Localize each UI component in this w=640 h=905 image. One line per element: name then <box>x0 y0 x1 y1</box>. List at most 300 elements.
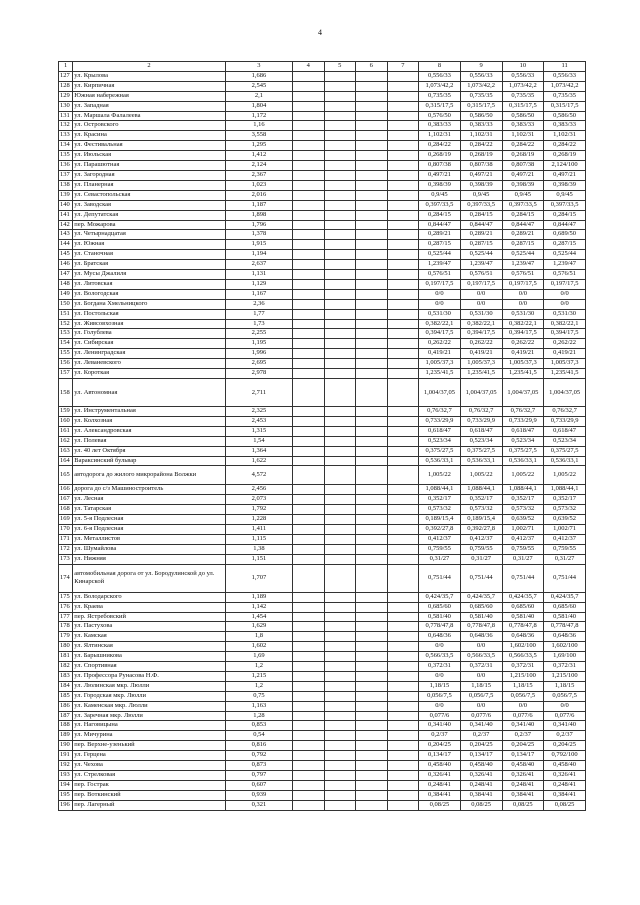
table-row <box>59 81 586 91</box>
table-cell <box>356 681 388 691</box>
table-cell: 0,778/47,8 <box>544 622 586 632</box>
table-cell: 0,352/17 <box>460 495 502 505</box>
table-cell: пер. Гострак <box>73 780 226 790</box>
table-cell <box>387 299 419 309</box>
table-row <box>59 101 586 111</box>
table-cell: 1,412 <box>225 151 292 161</box>
table-cell: 0,197/17,5 <box>419 279 461 289</box>
table-cell: ул. Севастопольская <box>73 190 226 200</box>
table-cell: 0,573/32 <box>502 505 544 515</box>
table-cell: 2,637 <box>225 260 292 270</box>
table-cell <box>387 652 419 662</box>
table-cell: 2,367 <box>225 170 292 180</box>
table-cell: 0,9/45 <box>460 190 502 200</box>
table-row <box>59 379 586 407</box>
table-cell: 0,2/37 <box>502 731 544 741</box>
table-cell <box>292 711 324 721</box>
table-cell: 0,525/44 <box>502 250 544 260</box>
table-cell: 1,163 <box>225 701 292 711</box>
table-cell: 0,287/15 <box>544 240 586 250</box>
table-cell: 0,056/7,5 <box>502 691 544 701</box>
table-cell: 0,383/33 <box>502 121 544 131</box>
table-cell: ул. Маршала Фалалеева <box>73 111 226 121</box>
table-cell: пер. Верхне-узенький <box>73 741 226 751</box>
table-cell: 1,235/41,5 <box>419 369 461 379</box>
table-cell <box>356 200 388 210</box>
table-cell: 0,523/34 <box>502 436 544 446</box>
table-cell <box>292 701 324 711</box>
table-cell: 0,607 <box>225 780 292 790</box>
table-cell: 142 <box>59 220 73 230</box>
table-row <box>59 279 586 289</box>
table-cell: ул. Богдана Хмельницкого <box>73 299 226 309</box>
table-cell: 0,412/37 <box>502 534 544 544</box>
table-cell <box>292 544 324 554</box>
table-cell <box>324 701 356 711</box>
table-cell: ул. Инструментальная <box>73 407 226 417</box>
table-cell <box>387 270 419 280</box>
table-row <box>59 485 586 495</box>
table-cell: 196 <box>59 800 73 810</box>
table-row <box>59 671 586 681</box>
table-cell <box>292 642 324 652</box>
table-cell <box>356 505 388 515</box>
table-row <box>59 731 586 741</box>
table-row <box>59 210 586 220</box>
table-cell: 1,129 <box>225 279 292 289</box>
table-cell <box>387 671 419 681</box>
table-cell: 0,394/17,5 <box>419 329 461 339</box>
table-row <box>59 761 586 771</box>
table-cell: 178 <box>59 622 73 632</box>
table-cell <box>292 200 324 210</box>
column-header: 6 <box>356 62 388 72</box>
table-cell: 0,458/40 <box>544 761 586 771</box>
table-cell: 147 <box>59 270 73 280</box>
table-cell: ул. Мусы Джалиля <box>73 270 226 280</box>
table-cell <box>324 711 356 721</box>
table-cell <box>356 329 388 339</box>
table-cell <box>292 220 324 230</box>
table-cell <box>356 170 388 180</box>
table-cell <box>324 349 356 359</box>
table-cell: автодорога до жилого микрорайона Волжки <box>73 466 226 485</box>
table-cell: 0,412/37 <box>460 534 502 544</box>
table-cell: 0,375/27,5 <box>544 446 586 456</box>
table-cell <box>387 339 419 349</box>
table-cell: 0,077/6 <box>460 711 502 721</box>
table-cell: 0,394/17,5 <box>460 329 502 339</box>
table-cell <box>356 436 388 446</box>
table-cell <box>292 299 324 309</box>
table-cell <box>324 671 356 681</box>
table-cell: 2,325 <box>225 407 292 417</box>
table-cell: 1,239/47 <box>460 260 502 270</box>
table-cell: 1,004/37,05 <box>544 379 586 407</box>
table-cell: ул. Спортивная <box>73 662 226 672</box>
table-cell: 1,002/71 <box>544 525 586 535</box>
table-cell: 1,073/42,2 <box>419 81 461 91</box>
table-cell: 0,326/41 <box>544 771 586 781</box>
table-cell: 1,215/100 <box>502 671 544 681</box>
table-cell <box>324 731 356 741</box>
table-cell: 4,572 <box>225 466 292 485</box>
table-cell: 179 <box>59 632 73 642</box>
table-cell <box>387 554 419 564</box>
table-cell: 0,816 <box>225 741 292 751</box>
table-cell: 0,618/47 <box>502 426 544 436</box>
table-cell: 2,36 <box>225 299 292 309</box>
table-cell: 0,792 <box>225 751 292 761</box>
table-cell: 0,382/22,1 <box>544 319 586 329</box>
table-cell: 0,424/35,7 <box>460 592 502 602</box>
table-cell: ул. Татарская <box>73 505 226 515</box>
table-cell: ул. 5-я Подлесная <box>73 515 226 525</box>
table-cell <box>356 141 388 151</box>
table-row <box>59 436 586 446</box>
table-cell: 1,215 <box>225 671 292 681</box>
column-header: 4 <box>292 62 324 72</box>
table-cell <box>292 121 324 131</box>
table-cell: автомобильная дорога от ул. Бородулинской до ул. Кинарской <box>73 564 226 592</box>
table-cell: 134 <box>59 141 73 151</box>
table-row <box>59 652 586 662</box>
table-row <box>59 495 586 505</box>
table-cell: 0,392/27,8 <box>460 525 502 535</box>
table-cell: 0,556/33 <box>419 71 461 81</box>
table-cell <box>387 81 419 91</box>
table-cell <box>356 790 388 800</box>
column-header: 2 <box>73 62 226 72</box>
table-row <box>59 289 586 299</box>
table-cell: 1,707 <box>225 564 292 592</box>
table-cell <box>356 731 388 741</box>
table-cell: 1,004/37,05 <box>502 379 544 407</box>
table-cell: 183 <box>59 671 73 681</box>
table-cell: 2,1 <box>225 91 292 101</box>
table-cell: 0,576/51 <box>460 270 502 280</box>
table-cell <box>356 771 388 781</box>
table-cell: 0,497/21 <box>460 170 502 180</box>
table-cell <box>387 151 419 161</box>
table-cell: 1,2 <box>225 681 292 691</box>
table-cell <box>356 339 388 349</box>
table-cell: 186 <box>59 701 73 711</box>
table-cell <box>387 800 419 810</box>
table-cell: 0/0 <box>419 701 461 711</box>
table-cell <box>356 240 388 250</box>
table-cell <box>356 407 388 417</box>
table-cell: пер. Можарова <box>73 220 226 230</box>
table-cell: 0,077/6 <box>502 711 544 721</box>
table-cell <box>324 662 356 672</box>
table-cell: 0,844/47 <box>460 220 502 230</box>
table-cell <box>387 701 419 711</box>
table-cell <box>387 525 419 535</box>
table-cell <box>324 71 356 81</box>
table-cell: ул. Планерная <box>73 180 226 190</box>
table-body <box>59 71 586 810</box>
table-cell <box>387 200 419 210</box>
table-cell: пер. Ястребовский <box>73 612 226 622</box>
table-cell <box>387 495 419 505</box>
table-cell: 151 <box>59 309 73 319</box>
table-cell: 0,284/22 <box>419 141 461 151</box>
table-cell <box>324 309 356 319</box>
table-cell: 0,284/15 <box>419 210 461 220</box>
table-cell: 0,134/17 <box>502 751 544 761</box>
table-cell: 0/0 <box>502 299 544 309</box>
table-cell: 0,689/50 <box>544 230 586 240</box>
table-cell: 1,239/47 <box>544 260 586 270</box>
table-cell: 0,289/21 <box>419 230 461 240</box>
table-cell <box>292 170 324 180</box>
column-header: 7 <box>387 62 419 72</box>
table-cell <box>356 180 388 190</box>
table-cell: 168 <box>59 505 73 515</box>
table-cell: 139 <box>59 190 73 200</box>
table-cell: ул. Профессора Рунасова Н.Ф. <box>73 671 226 681</box>
table-cell: 0/0 <box>419 671 461 681</box>
column-header: 11 <box>544 62 586 72</box>
table-cell <box>356 220 388 230</box>
table-cell <box>356 111 388 121</box>
table-cell: 0,76/32,7 <box>502 407 544 417</box>
table-cell <box>387 602 419 612</box>
table-cell: 0,134/17 <box>460 751 502 761</box>
table-cell: 0,523/34 <box>460 436 502 446</box>
table-cell: 0,268/19 <box>419 151 461 161</box>
table-cell: 0/0 <box>460 289 502 299</box>
table-cell <box>356 701 388 711</box>
table-cell <box>324 652 356 662</box>
table-cell <box>387 71 419 81</box>
table-cell: пер. Лагерный <box>73 800 226 810</box>
table-cell <box>292 622 324 632</box>
table-cell <box>324 642 356 652</box>
table-cell: 1,792 <box>225 505 292 515</box>
table-cell: ул. Островского <box>73 121 226 131</box>
table-cell: 0,383/33 <box>419 121 461 131</box>
table-cell: 180 <box>59 642 73 652</box>
table-cell: ул. Александровская <box>73 426 226 436</box>
table-cell <box>356 299 388 309</box>
table-cell <box>292 780 324 790</box>
table-cell: 133 <box>59 131 73 141</box>
table-cell: ул. Заводская <box>73 200 226 210</box>
table-row <box>59 544 586 554</box>
table-cell <box>387 446 419 456</box>
table-cell: 0,759/55 <box>419 544 461 554</box>
table-row <box>59 349 586 359</box>
table-row <box>59 800 586 810</box>
table-cell: 0/0 <box>544 289 586 299</box>
table-cell: 0,735/35 <box>502 91 544 101</box>
table-row <box>59 91 586 101</box>
table-cell: 128 <box>59 81 73 91</box>
table-row <box>59 151 586 161</box>
table-cell: 0,523/34 <box>544 436 586 446</box>
table-cell: 1,602/100 <box>544 642 586 652</box>
column-header: 8 <box>419 62 461 72</box>
table-cell: 0,618/47 <box>460 426 502 436</box>
table-cell: 0,262/22 <box>502 339 544 349</box>
table-row <box>59 426 586 436</box>
table-cell <box>387 721 419 731</box>
table-cell <box>292 260 324 270</box>
table-cell <box>356 691 388 701</box>
table-cell: ул. Красина <box>73 131 226 141</box>
table-cell: 0,375/27,5 <box>460 446 502 456</box>
table-cell: 1,796 <box>225 220 292 230</box>
table-cell: 0,204/25 <box>544 741 586 751</box>
table-cell: 154 <box>59 339 73 349</box>
table-cell: 0,581/40 <box>544 612 586 622</box>
table-cell: 172 <box>59 544 73 554</box>
table-cell <box>356 131 388 141</box>
table-row <box>59 250 586 260</box>
table-cell <box>356 622 388 632</box>
table-cell <box>387 731 419 741</box>
column-header: 10 <box>502 62 544 72</box>
table-cell: 0,08/25 <box>502 800 544 810</box>
table-cell <box>324 741 356 751</box>
table-cell <box>292 564 324 592</box>
table-cell: 0,352/17 <box>544 495 586 505</box>
table-header-row <box>59 62 586 72</box>
table-cell: 0,189/15,4 <box>460 515 502 525</box>
table-cell <box>324 436 356 446</box>
table-cell: 0/0 <box>502 289 544 299</box>
table-cell: 148 <box>59 279 73 289</box>
table-cell: 146 <box>59 260 73 270</box>
table-cell: 0,398/39 <box>544 180 586 190</box>
table-cell: 131 <box>59 111 73 121</box>
table-cell: 1,088/44,1 <box>502 485 544 495</box>
table-cell: 164 <box>59 456 73 466</box>
table-cell <box>356 711 388 721</box>
table-cell: 156 <box>59 359 73 369</box>
table-cell <box>356 101 388 111</box>
table-cell: 0,648/36 <box>502 632 544 642</box>
table-cell <box>324 121 356 131</box>
table-cell <box>324 339 356 349</box>
table-cell: 1,142 <box>225 602 292 612</box>
table-cell: 0,197/17,5 <box>502 279 544 289</box>
table-cell: 1,002/71 <box>502 525 544 535</box>
table-cell: 1,378 <box>225 230 292 240</box>
table-cell: ул. Краева <box>73 602 226 612</box>
table-cell: 0,398/39 <box>419 180 461 190</box>
table-cell: 0,759/55 <box>544 544 586 554</box>
table-cell: 0,853 <box>225 721 292 731</box>
table-cell: 0,056/7,5 <box>419 691 461 701</box>
table-cell: 0,751/44 <box>544 564 586 592</box>
table-cell: 1,239/47 <box>419 260 461 270</box>
table-cell <box>324 622 356 632</box>
table-cell: ул. Сибирская <box>73 339 226 349</box>
table-cell: 0,458/40 <box>502 761 544 771</box>
table-row <box>59 180 586 190</box>
table-cell: 2,695 <box>225 359 292 369</box>
table-cell <box>324 721 356 731</box>
table-cell: 176 <box>59 602 73 612</box>
table-cell: 1,235/41,5 <box>544 369 586 379</box>
table-cell <box>292 632 324 642</box>
table-cell: 0,419/21 <box>544 349 586 359</box>
table-cell <box>387 780 419 790</box>
table-cell <box>356 612 388 622</box>
table-cell: 165 <box>59 466 73 485</box>
table-cell <box>324 751 356 761</box>
table-cell <box>292 349 324 359</box>
table-cell <box>387 369 419 379</box>
table-cell: 0,397/33,5 <box>460 200 502 210</box>
table-cell <box>324 289 356 299</box>
table-row <box>59 190 586 200</box>
table-cell: 2,545 <box>225 81 292 91</box>
table-cell <box>356 761 388 771</box>
table-cell <box>292 151 324 161</box>
table-cell <box>324 592 356 602</box>
table-cell <box>324 359 356 369</box>
table-cell: 1,804 <box>225 101 292 111</box>
table-cell: ул. Володарского <box>73 592 226 602</box>
table-cell: 0,419/21 <box>419 349 461 359</box>
table-cell <box>387 250 419 260</box>
table-cell: 155 <box>59 349 73 359</box>
table-cell: 0/0 <box>544 701 586 711</box>
table-cell: 1,005/22 <box>502 466 544 485</box>
table-cell: 3,558 <box>225 131 292 141</box>
table-cell: 0/0 <box>419 299 461 309</box>
table-cell: 0,326/41 <box>502 771 544 781</box>
table-cell: ул. 40 лет Октября <box>73 446 226 456</box>
table-row <box>59 407 586 417</box>
table-cell <box>292 662 324 672</box>
table-cell: 1,194 <box>225 250 292 260</box>
table-cell: 0,618/47 <box>544 426 586 436</box>
table-cell <box>387 240 419 250</box>
table-cell: 0,639/52 <box>544 515 586 525</box>
table-cell: 0,76/32,7 <box>419 407 461 417</box>
table-cell: 0,392/27,8 <box>419 525 461 535</box>
table-cell: 0,76/32,7 <box>460 407 502 417</box>
table-cell: 184 <box>59 681 73 691</box>
table-cell: 0,397/33,5 <box>544 200 586 210</box>
table-cell: 0,134/17 <box>419 751 461 761</box>
table-cell <box>387 121 419 131</box>
table-cell: ул. Металлистов <box>73 534 226 544</box>
table-cell: 0/0 <box>419 289 461 299</box>
table-cell <box>324 426 356 436</box>
table-cell: 0,248/41 <box>419 780 461 790</box>
table-cell <box>292 379 324 407</box>
table-cell <box>356 121 388 131</box>
table-cell: ул. Депутатская <box>73 210 226 220</box>
table-cell <box>356 91 388 101</box>
table-row <box>59 612 586 622</box>
table-row <box>59 564 586 592</box>
table-cell <box>324 200 356 210</box>
table-cell <box>292 141 324 151</box>
table-row <box>59 622 586 632</box>
table-cell <box>387 711 419 721</box>
table-cell <box>356 309 388 319</box>
table-cell <box>292 190 324 200</box>
table-cell: 0,536/33,1 <box>544 456 586 466</box>
table-cell <box>387 761 419 771</box>
